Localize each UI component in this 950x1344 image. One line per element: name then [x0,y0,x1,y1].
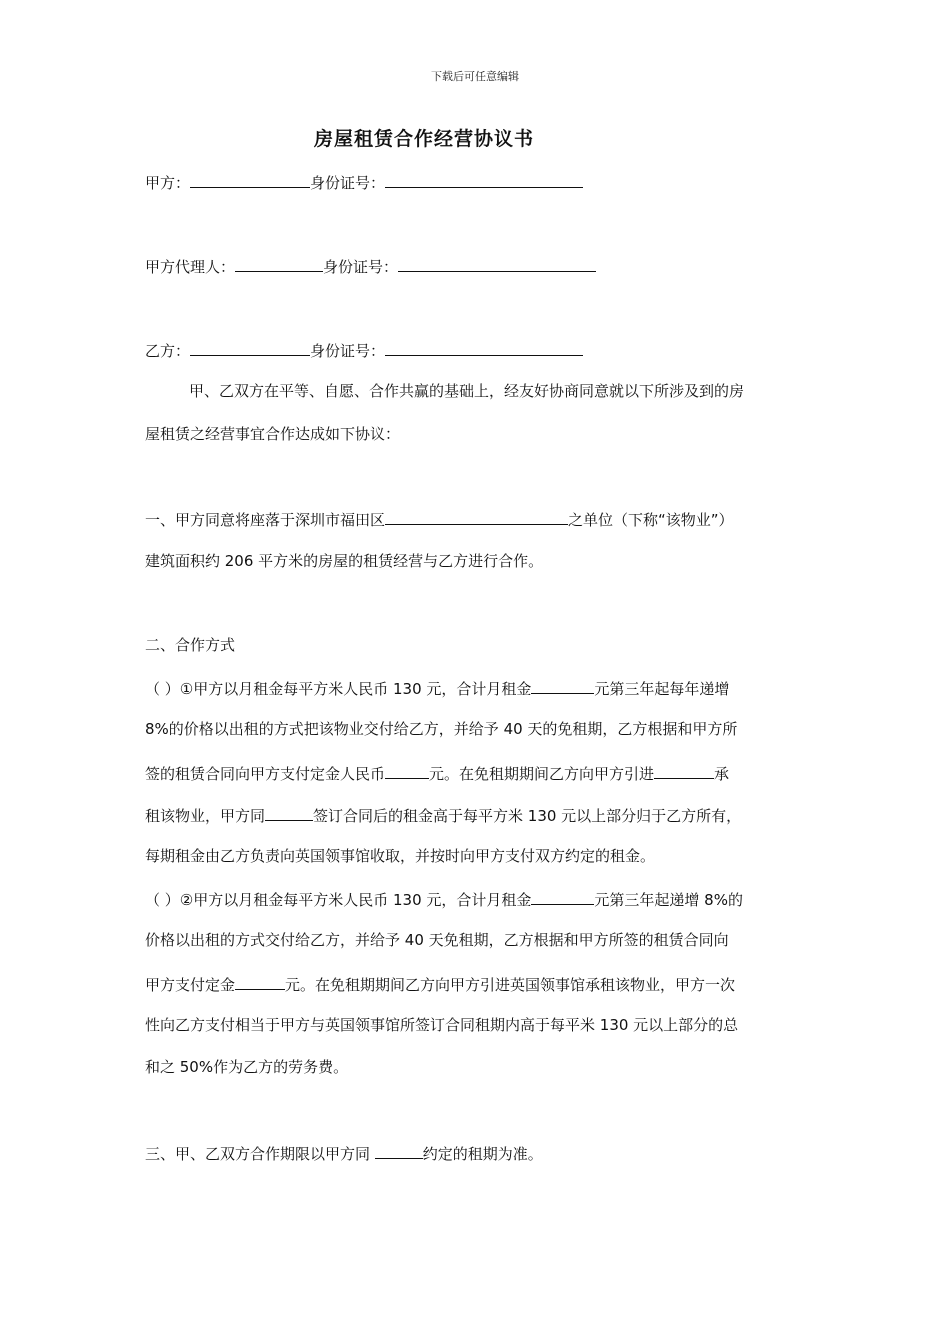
option1-text-f: 租该物业，甲方同 [145,807,266,825]
document-title: 房屋租赁合作经营协议书 [313,128,534,150]
section1-text-b: 之单位（下称“该物业”） [568,511,734,529]
option1-deposit-blank[interactable] [385,762,429,779]
preamble-line-1: 甲、乙双方在平等、自愿、合作共赢的基础上，经友好协商同意就以下所涉及到的房 [189,382,745,400]
option1-text-g: 签订合同后的租金高于每平方米 130 元以上部分归于乙方所有， [313,807,742,825]
header-note: 下载后可任意编辑 [431,70,519,83]
party-b-label: 乙方： [145,342,191,360]
section3-text-b: 约定的租期为准。 [422,1145,543,1163]
section1-line-1 [145,508,734,530]
party-a-id-blank[interactable] [385,171,583,188]
option1-agreement-blank[interactable] [265,804,313,821]
party-b-id-blank[interactable] [385,339,583,356]
option2-text-b: 元第三年起递增 8%的 [594,891,743,909]
option1-monthly-rent-blank[interactable] [531,677,594,694]
party-b-name-blank[interactable] [190,339,310,356]
id-label: 身份证号： [310,342,386,360]
option2-line-5: 和之 50%作为乙方的劳务费。 [145,1058,349,1076]
section1-line-2: 建筑面积约 206 平方米的房屋的租赁经营与乙方进行合作。 [145,552,544,570]
section3-blank[interactable] [375,1142,423,1159]
property-address-blank[interactable] [385,508,568,525]
option1-text-a: （ ）①甲方以月租金每平方米人民币 130 元，合计月租金 [145,680,532,698]
id-label: 身份证号： [323,258,399,276]
party-a-name-blank[interactable] [190,171,310,188]
party-a-agent-line [145,255,596,277]
section3-line-1 [145,1142,543,1164]
option1-text-c: 签的租赁合同向甲方支付定金人民币 [145,765,386,783]
option2-text-d: 元。在免租期期间乙方向甲方引进英国领事馆承租该物业，甲方一次 [285,976,736,994]
option2-line-4: 性向乙方支付相当于甲方与英国领事馆所签订合同租期内高于每平米 130 元以上部分的总 [145,1016,739,1034]
option1-line-1 [145,677,729,699]
option2-text-a: （ ）②甲方以月租金每平方米人民币 130 元，合计月租金 [145,891,532,909]
party-b-line [145,339,583,361]
party-a-line [145,171,583,193]
option2-deposit-blank[interactable] [235,973,285,990]
section1-text-a: 一、甲方同意将座落于深圳市福田区 [145,511,386,529]
option1-text-e: 承 [714,765,730,783]
option2-line-3 [145,973,735,995]
option2-line-1 [145,888,743,910]
option1-text-d: 元。在免租期期间乙方向甲方引进 [429,765,655,783]
option1-tenant-blank[interactable] [654,762,714,779]
section3-text-a: 三、甲、乙双方合作期限以甲方同 [145,1145,375,1163]
option1-text-b: 元第三年起每年递增 [594,680,730,698]
option2-monthly-rent-blank[interactable] [531,888,594,905]
option2-text-c: 甲方支付定金 [145,976,236,994]
preamble-line-2: 屋租赁之经营事宜合作达成如下协议： [145,425,401,443]
party-a-agent-name-blank[interactable] [235,255,323,272]
option1-line-5: 每期租金由乙方负责向英国领事馆收取，并按时向甲方支付双方约定的租金。 [145,847,656,865]
party-a-agent-label: 甲方代理人： [145,258,236,276]
id-label: 身份证号： [310,174,386,192]
option1-line-2: 8%的价格以出租的方式把该物业交付给乙方，并给予 40 天的免租期，乙方根据和甲方所 [145,720,738,738]
option1-line-3 [145,762,729,784]
option1-line-4 [145,804,741,826]
section2-heading: 二、合作方式 [145,636,236,654]
party-a-agent-id-blank[interactable] [398,255,596,272]
option2-line-2: 价格以出租的方式交付给乙方，并给予 40 天免租期，乙方根据和甲方所签的租赁合同向 [145,931,729,949]
party-a-label: 甲方： [145,174,191,192]
